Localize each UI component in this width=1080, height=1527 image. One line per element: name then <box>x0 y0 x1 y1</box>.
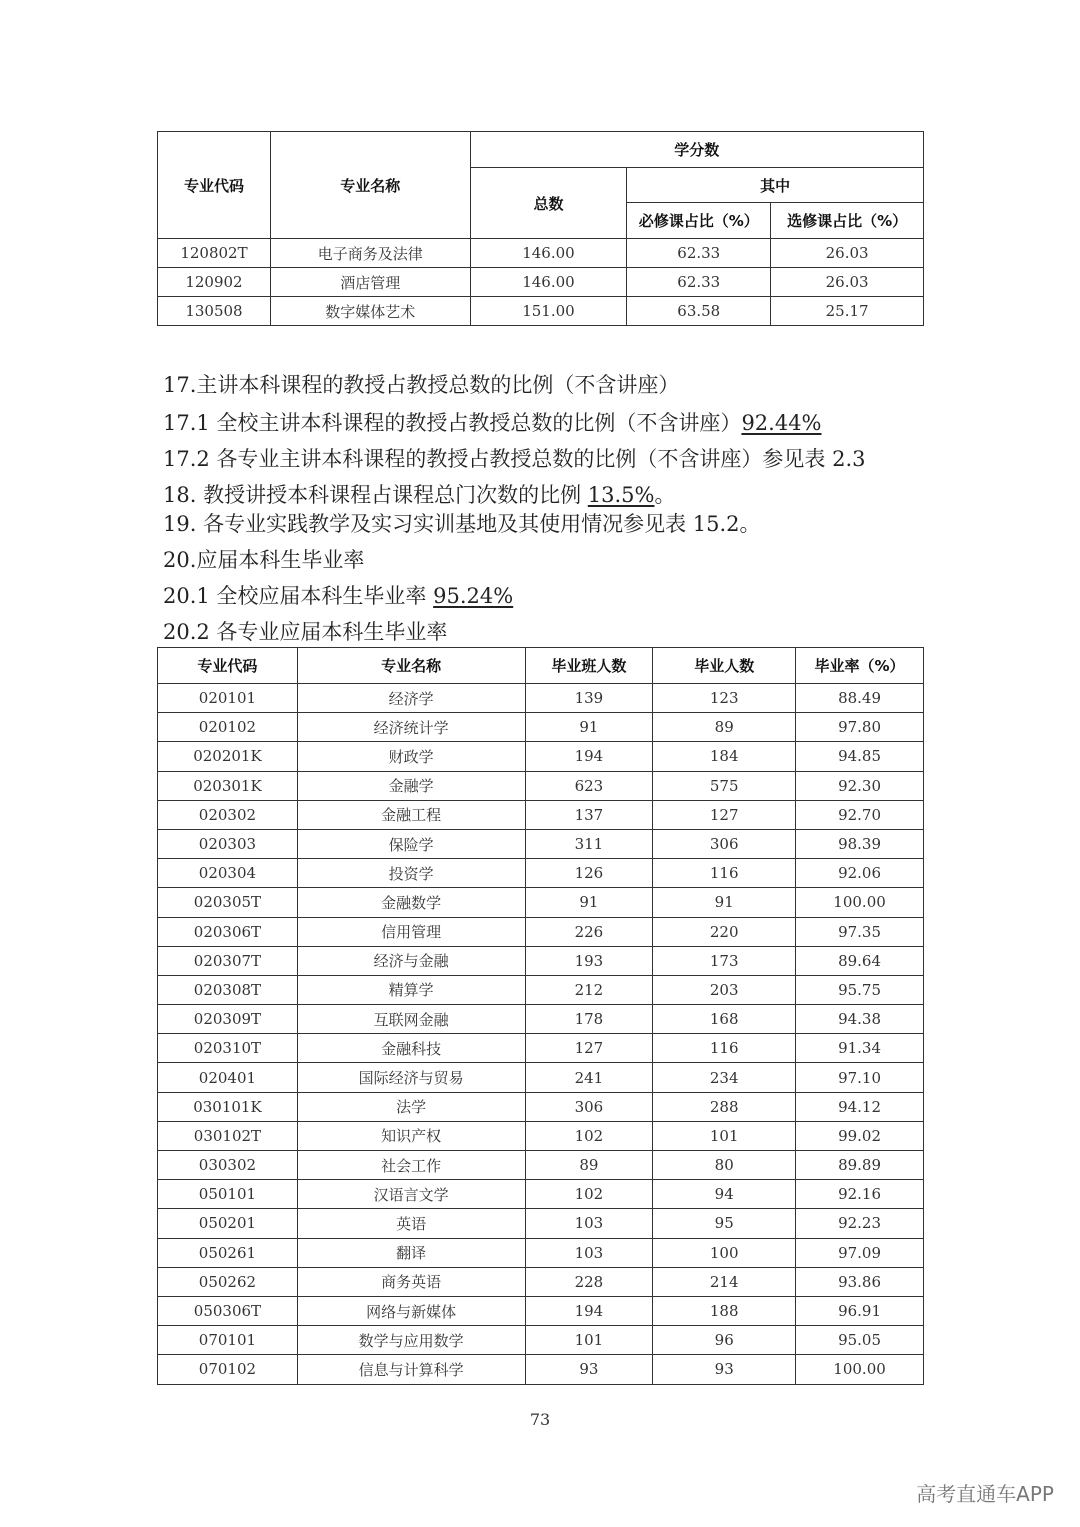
table-row <box>158 1151 924 1180</box>
cell-grad-count: 214 <box>653 1267 796 1296</box>
cell-rate: 96.91 <box>796 1296 924 1325</box>
cell-class-count: 126 <box>525 859 653 888</box>
cell-grad-count: 184 <box>653 742 796 771</box>
cell-grad-count: 95 <box>653 1209 796 1238</box>
para-17-1-value: 92.44% <box>741 411 822 435</box>
cell-name: 财政学 <box>297 742 525 771</box>
cell-code: 020101 <box>158 684 298 713</box>
cell-code: 020301K <box>158 771 298 800</box>
table-row <box>158 1092 924 1121</box>
para-18-end: 。 <box>654 483 676 507</box>
cell-name: 酒店管理 <box>270 268 470 297</box>
cell-rate: 99.02 <box>796 1121 924 1150</box>
cell-elective: 26.03 <box>771 239 924 268</box>
cell-code: 020303 <box>158 829 298 858</box>
cell-code: 020102 <box>158 713 298 742</box>
cell-class-count: 194 <box>525 1296 653 1325</box>
cell-class-count: 91 <box>525 713 653 742</box>
table-row <box>158 1267 924 1296</box>
para-19: 19. 各专业实践教学及实习实训基地及其使用情况参见表 15.2。 <box>163 512 761 536</box>
table-row <box>158 268 924 297</box>
cell-rate: 94.38 <box>796 1005 924 1034</box>
cell-code: 030101K <box>158 1092 298 1121</box>
cell-rate: 92.23 <box>796 1209 924 1238</box>
cell-code: 020304 <box>158 859 298 888</box>
para-20-1-text: 20.1 全校应届本科生毕业率 <box>163 584 434 608</box>
header-grad-count: 毕业人数 <box>653 648 796 684</box>
cell-grad-count: 93 <box>653 1355 796 1384</box>
cell-grad-count: 188 <box>653 1296 796 1325</box>
cell-name: 数学与应用数学 <box>297 1326 525 1355</box>
cell-rate: 91.34 <box>796 1034 924 1063</box>
cell-code: 050101 <box>158 1180 298 1209</box>
header-elective: 选修课占比（%） <box>771 203 924 239</box>
cell-class-count: 178 <box>525 1005 653 1034</box>
cell-rate: 93.86 <box>796 1267 924 1296</box>
cell-name: 金融学 <box>297 771 525 800</box>
cell-rate: 92.16 <box>796 1180 924 1209</box>
table-row <box>158 859 924 888</box>
cell-grad-count: 116 <box>653 1034 796 1063</box>
cell-rate: 97.80 <box>796 713 924 742</box>
table-row <box>158 1063 924 1092</box>
cell-class-count: 93 <box>525 1355 653 1384</box>
table-row <box>158 888 924 917</box>
cell-name: 投资学 <box>297 859 525 888</box>
cell-name: 保险学 <box>297 829 525 858</box>
para-17-1-text: 17.1 全校主讲本科课程的教授占教授总数的比例（不含讲座） <box>163 411 742 435</box>
cell-grad-count: 306 <box>653 829 796 858</box>
page-number: 73 <box>529 1410 551 1429</box>
cell-required: 62.33 <box>627 239 771 268</box>
cell-grad-count: 80 <box>653 1151 796 1180</box>
cell-rate: 88.49 <box>796 684 924 713</box>
cell-rate: 95.05 <box>796 1326 924 1355</box>
cell-class-count: 89 <box>525 1151 653 1180</box>
cell-class-count: 139 <box>525 684 653 713</box>
cell-code: 020305T <box>158 888 298 917</box>
cell-name: 精算学 <box>297 975 525 1004</box>
table-row <box>158 297 924 326</box>
cell-class-count: 228 <box>525 1267 653 1296</box>
header-total: 总数 <box>470 168 627 239</box>
table-row <box>158 1209 924 1238</box>
graduation-rate-table <box>157 647 924 1385</box>
table-row <box>158 1355 924 1384</box>
para-17-2: 17.2 各专业主讲本科课程的教授占教授总数的比例（不含讲座）参见表 2.3 <box>163 447 866 471</box>
cell-grad-count: 89 <box>653 713 796 742</box>
cell-code: 050201 <box>158 1209 298 1238</box>
cell-name: 法学 <box>297 1092 525 1121</box>
header-name: 专业名称 <box>297 648 525 684</box>
header-code: 专业代码 <box>158 132 271 239</box>
table-row <box>158 1238 924 1267</box>
cell-class-count: 102 <box>525 1180 653 1209</box>
header-required: 必修课占比（%） <box>627 203 771 239</box>
cell-code: 050262 <box>158 1267 298 1296</box>
cell-name: 信用管理 <box>297 917 525 946</box>
table-row <box>158 917 924 946</box>
cell-name: 金融数学 <box>297 888 525 917</box>
cell-required: 63.58 <box>627 297 771 326</box>
cell-grad-count: 127 <box>653 800 796 829</box>
cell-code: 020302 <box>158 800 298 829</box>
cell-class-count: 623 <box>525 771 653 800</box>
cell-grad-count: 288 <box>653 1092 796 1121</box>
cell-grad-count: 94 <box>653 1180 796 1209</box>
header-rate: 毕业率（%） <box>796 648 924 684</box>
table-row <box>158 684 924 713</box>
cell-name: 电子商务及法律 <box>270 239 470 268</box>
cell-class-count: 241 <box>525 1063 653 1092</box>
cell-rate: 100.00 <box>796 1355 924 1384</box>
cell-name: 社会工作 <box>297 1151 525 1180</box>
cell-grad-count: 123 <box>653 684 796 713</box>
cell-code: 020307T <box>158 946 298 975</box>
cell-grad-count: 116 <box>653 859 796 888</box>
cell-grad-count: 101 <box>653 1121 796 1150</box>
table-row <box>158 771 924 800</box>
cell-name: 数字媒体艺术 <box>270 297 470 326</box>
cell-name: 信息与计算科学 <box>297 1355 525 1384</box>
para-18 <box>163 480 675 510</box>
table-row <box>158 1121 924 1150</box>
cell-grad-count: 203 <box>653 975 796 1004</box>
cell-class-count: 212 <box>525 975 653 1004</box>
cell-name: 商务英语 <box>297 1267 525 1296</box>
cell-rate: 92.70 <box>796 800 924 829</box>
table-row <box>158 239 924 268</box>
para-20-2: 20.2 各专业应届本科生毕业率 <box>163 620 448 644</box>
cell-class-count: 127 <box>525 1034 653 1063</box>
cell-rate: 97.35 <box>796 917 924 946</box>
cell-rate: 92.06 <box>796 859 924 888</box>
cell-code: 130508 <box>158 297 271 326</box>
cell-total: 146.00 <box>470 268 627 297</box>
cell-rate: 97.10 <box>796 1063 924 1092</box>
table-row <box>158 1296 924 1325</box>
cell-total: 146.00 <box>470 239 627 268</box>
cell-grad-count: 220 <box>653 917 796 946</box>
table-row <box>158 1326 924 1355</box>
cell-class-count: 193 <box>525 946 653 975</box>
para-18-value: 13.5% <box>587 483 655 507</box>
cell-class-count: 194 <box>525 742 653 771</box>
table-row <box>158 975 924 1004</box>
cell-class-count: 91 <box>525 888 653 917</box>
cell-code: 070101 <box>158 1326 298 1355</box>
table-row <box>158 946 924 975</box>
cell-class-count: 103 <box>525 1209 653 1238</box>
cell-class-count: 311 <box>525 829 653 858</box>
cell-code: 020306T <box>158 917 298 946</box>
credit-table <box>157 131 924 326</box>
para-17-1 <box>163 408 822 438</box>
cell-grad-count: 91 <box>653 888 796 917</box>
cell-class-count: 226 <box>525 917 653 946</box>
cell-code: 120902 <box>158 268 271 297</box>
cell-code: 020201K <box>158 742 298 771</box>
cell-required: 62.33 <box>627 268 771 297</box>
cell-rate: 94.85 <box>796 742 924 771</box>
cell-code: 030102T <box>158 1121 298 1150</box>
cell-rate: 100.00 <box>796 888 924 917</box>
cell-name: 网络与新媒体 <box>297 1296 525 1325</box>
cell-name: 金融科技 <box>297 1034 525 1063</box>
para-20-1-value: 95.24% <box>433 584 514 608</box>
cell-grad-count: 234 <box>653 1063 796 1092</box>
cell-total: 151.00 <box>470 297 627 326</box>
cell-grad-count: 173 <box>653 946 796 975</box>
table-row <box>158 742 924 771</box>
cell-rate: 98.39 <box>796 829 924 858</box>
cell-class-count: 306 <box>525 1092 653 1121</box>
table-row <box>158 1005 924 1034</box>
cell-name: 翻译 <box>297 1238 525 1267</box>
cell-class-count: 137 <box>525 800 653 829</box>
table-row <box>158 1034 924 1063</box>
table-row <box>158 713 924 742</box>
cell-rate: 95.75 <box>796 975 924 1004</box>
cell-code: 020308T <box>158 975 298 1004</box>
cell-code: 020401 <box>158 1063 298 1092</box>
header-of-which: 其中 <box>627 168 924 203</box>
cell-class-count: 102 <box>525 1121 653 1150</box>
cell-grad-count: 96 <box>653 1326 796 1355</box>
cell-name: 经济统计学 <box>297 713 525 742</box>
header-name: 专业名称 <box>270 132 470 239</box>
cell-name: 国际经济与贸易 <box>297 1063 525 1092</box>
cell-class-count: 101 <box>525 1326 653 1355</box>
cell-elective: 26.03 <box>771 268 924 297</box>
header-credits: 学分数 <box>470 132 923 168</box>
watermark: 高考直通车APP <box>916 1482 1054 1506</box>
cell-name: 经济与金融 <box>297 946 525 975</box>
cell-code: 050306T <box>158 1296 298 1325</box>
cell-class-count: 103 <box>525 1238 653 1267</box>
table-row <box>158 1180 924 1209</box>
cell-elective: 25.17 <box>771 297 924 326</box>
cell-code: 020310T <box>158 1034 298 1063</box>
cell-name: 知识产权 <box>297 1121 525 1150</box>
cell-code: 120802T <box>158 239 271 268</box>
cell-rate: 92.30 <box>796 771 924 800</box>
cell-name: 金融工程 <box>297 800 525 829</box>
cell-name: 汉语言文学 <box>297 1180 525 1209</box>
cell-name: 经济学 <box>297 684 525 713</box>
cell-rate: 97.09 <box>796 1238 924 1267</box>
cell-name: 英语 <box>297 1209 525 1238</box>
cell-rate: 89.64 <box>796 946 924 975</box>
cell-code: 020309T <box>158 1005 298 1034</box>
cell-code: 030302 <box>158 1151 298 1180</box>
cell-grad-count: 100 <box>653 1238 796 1267</box>
cell-name: 互联网金融 <box>297 1005 525 1034</box>
para-20: 20.应届本科生毕业率 <box>163 548 365 572</box>
header-class-count: 毕业班人数 <box>525 648 653 684</box>
header-code: 专业代码 <box>158 648 298 684</box>
cell-rate: 94.12 <box>796 1092 924 1121</box>
cell-grad-count: 575 <box>653 771 796 800</box>
cell-grad-count: 168 <box>653 1005 796 1034</box>
para-20-1 <box>163 581 513 611</box>
para-18-text: 18. 教授讲授本科课程占课程总门次数的比例 <box>163 483 588 507</box>
table-row <box>158 800 924 829</box>
cell-code: 050261 <box>158 1238 298 1267</box>
para-17: 17.主讲本科课程的教授占教授总数的比例（不含讲座） <box>163 373 680 397</box>
cell-code: 070102 <box>158 1355 298 1384</box>
cell-rate: 89.89 <box>796 1151 924 1180</box>
table-row <box>158 829 924 858</box>
